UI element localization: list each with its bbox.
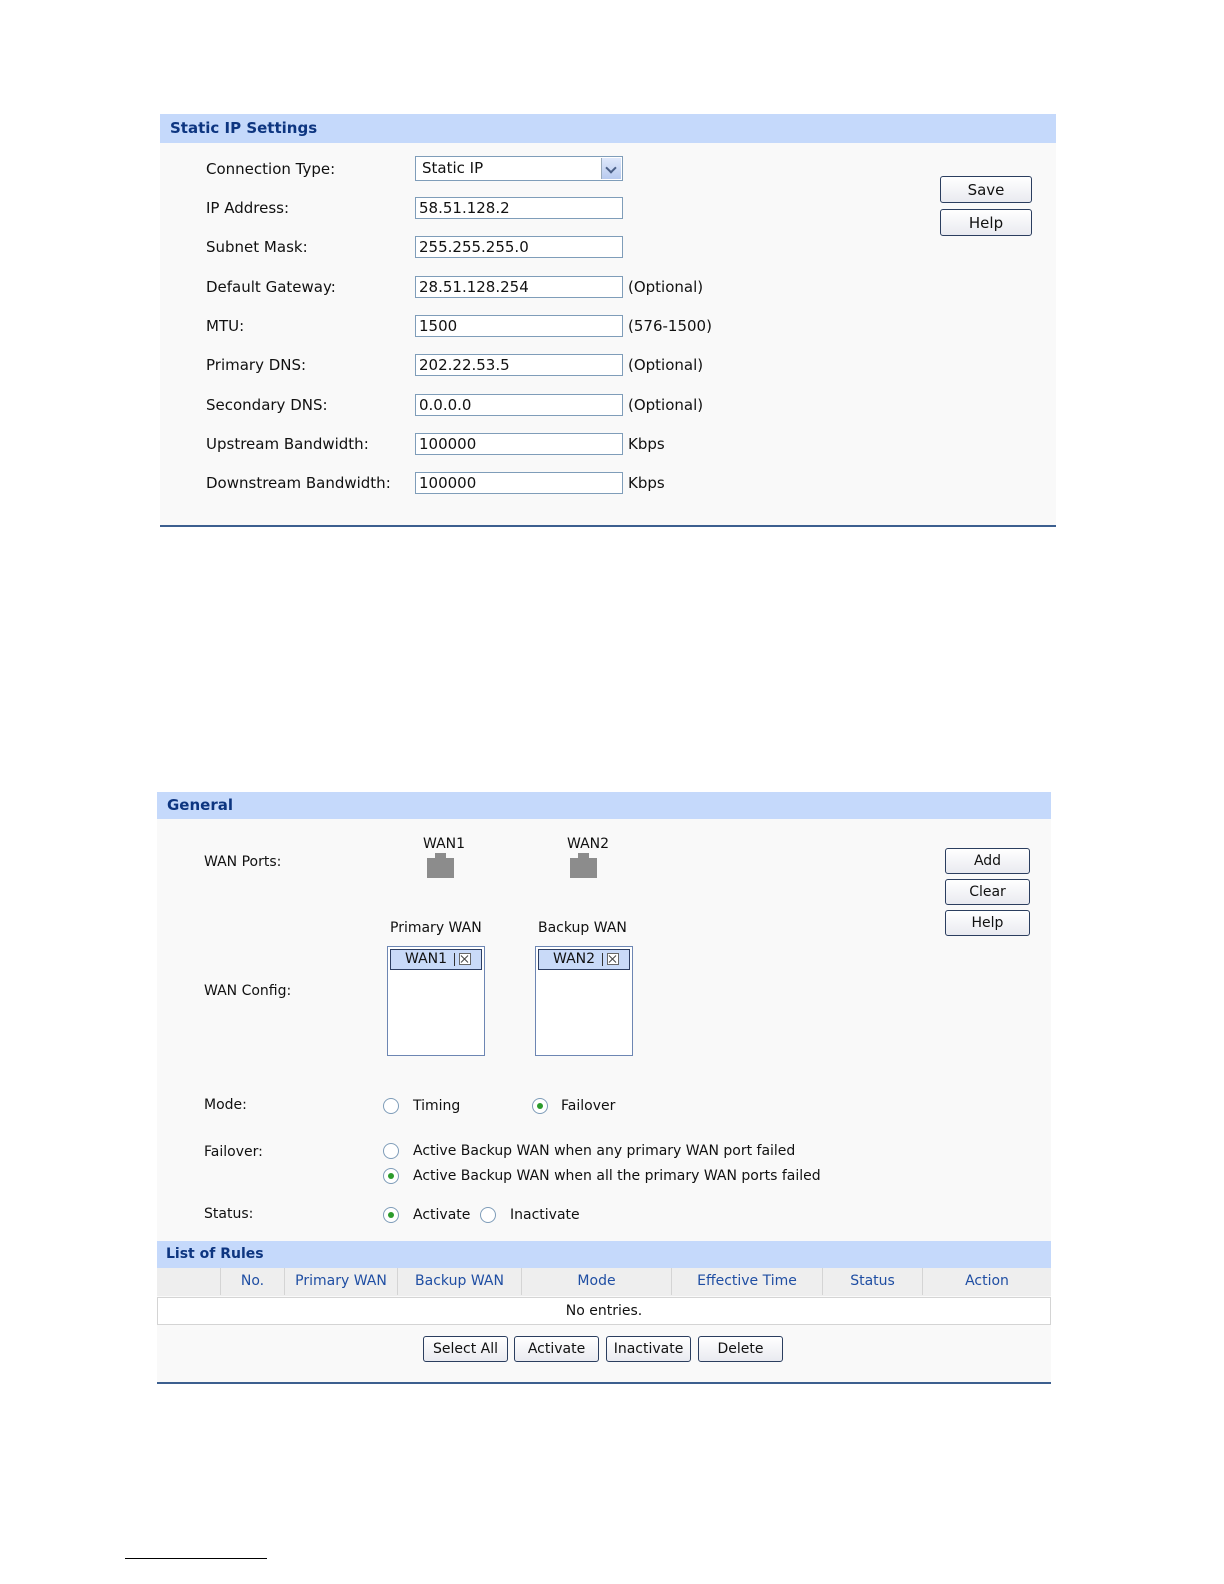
panel-divider	[157, 1382, 1051, 1384]
save-button[interactable]: Save	[940, 176, 1032, 203]
primary-wan-chip-label: WAN1	[405, 951, 448, 967]
activate-button[interactable]: Activate	[514, 1336, 599, 1362]
default-gateway-label: Default Gateway:	[206, 278, 336, 296]
column-header-select	[157, 1268, 221, 1295]
failover-all-label: Active Backup WAN when all the primary WAN ports failed	[413, 1168, 821, 1184]
mtu-input[interactable]	[415, 315, 623, 337]
clear-button[interactable]: Clear	[945, 879, 1030, 905]
failover-any-label: Active Backup WAN when any primary WAN port failed	[413, 1143, 796, 1159]
status-label: Status:	[204, 1206, 254, 1222]
wan-ports-label: WAN Ports:	[204, 854, 282, 870]
backup-wan-header: Backup WAN	[538, 920, 627, 936]
primary-wan-chip[interactable]	[390, 949, 482, 970]
mtu-label: MTU:	[206, 317, 245, 335]
mode-timing-radio[interactable]	[383, 1098, 399, 1114]
downstream-bandwidth-label: Downstream Bandwidth:	[206, 474, 391, 492]
backup-wan-chip-label: WAN2	[553, 951, 596, 967]
primary-wan-list[interactable]	[387, 946, 485, 1056]
backup-wan-chip[interactable]	[538, 949, 630, 970]
select-all-button[interactable]: Select All	[423, 1336, 508, 1362]
help-button[interactable]: Help	[945, 910, 1030, 936]
help-button[interactable]: Help	[940, 209, 1032, 236]
footnote-separator	[125, 1558, 267, 1559]
failover-any-radio[interactable]	[383, 1143, 399, 1159]
delete-button[interactable]: Delete	[698, 1336, 783, 1362]
failover-all-radio[interactable]	[383, 1168, 399, 1184]
default-gateway-hint: (Optional)	[628, 278, 704, 296]
mtu-hint: (576-1500)	[628, 317, 712, 335]
subnet-mask-input[interactable]	[415, 236, 623, 258]
primary-dns-label: Primary DNS:	[206, 356, 307, 374]
list-of-rules-title: List of Rules	[157, 1241, 1051, 1268]
connection-type-label: Connection Type:	[206, 160, 336, 178]
column-header-primary-wan: Primary WAN	[285, 1268, 398, 1295]
column-header-no: No.	[221, 1268, 285, 1295]
column-header-status: Status	[823, 1268, 923, 1295]
primary-wan-header: Primary WAN	[390, 920, 482, 936]
upstream-bandwidth-unit: Kbps	[628, 435, 665, 453]
ethernet-port-icon[interactable]	[570, 858, 597, 878]
secondary-dns-hint: (Optional)	[628, 396, 704, 414]
static-ip-settings-panel	[160, 114, 1056, 527]
upstream-bandwidth-input[interactable]	[415, 433, 623, 455]
connection-type-value: Static IP	[422, 159, 484, 177]
chip-separator	[602, 953, 603, 966]
rules-table-header	[157, 1268, 1051, 1296]
status-inactivate-radio[interactable]	[480, 1207, 496, 1223]
failover-label: Failover:	[204, 1144, 263, 1160]
general-title: General	[157, 792, 1051, 819]
column-header-backup-wan: Backup WAN	[398, 1268, 522, 1295]
close-icon[interactable]	[459, 953, 471, 965]
connection-type-select[interactable]	[415, 156, 623, 181]
column-header-action: Action	[965, 1273, 1009, 1289]
upstream-bandwidth-label: Upstream Bandwidth:	[206, 435, 369, 453]
panel-title: Static IP Settings	[160, 114, 1056, 143]
close-icon[interactable]	[607, 953, 619, 965]
downstream-bandwidth-input[interactable]	[415, 472, 623, 494]
panel-divider	[160, 525, 1056, 527]
chip-separator	[454, 953, 455, 966]
downstream-bandwidth-unit: Kbps	[628, 474, 665, 492]
ethernet-port-icon[interactable]	[427, 858, 454, 878]
mode-failover-label: Failover	[561, 1098, 616, 1114]
mode-timing-label: Timing	[413, 1098, 461, 1114]
ip-address-input[interactable]	[415, 197, 623, 219]
general-panel	[157, 792, 1051, 1384]
column-header-mode: Mode	[522, 1268, 672, 1295]
port-wan2-label: WAN2	[567, 836, 610, 852]
rules-empty-row: No entries.	[157, 1297, 1051, 1325]
mode-failover-radio[interactable]	[532, 1098, 548, 1114]
status-inactivate-label: Inactivate	[510, 1207, 580, 1223]
port-wan1-label: WAN1	[423, 836, 466, 852]
mode-label: Mode:	[204, 1097, 247, 1113]
secondary-dns-input[interactable]	[415, 394, 623, 416]
primary-dns-hint: (Optional)	[628, 356, 704, 374]
ip-address-label: IP Address:	[206, 199, 290, 217]
wan-config-label: WAN Config:	[204, 983, 292, 999]
primary-dns-input[interactable]	[415, 354, 623, 376]
default-gateway-input[interactable]	[415, 276, 623, 298]
subnet-mask-label: Subnet Mask:	[206, 238, 308, 256]
secondary-dns-label: Secondary DNS:	[206, 396, 328, 414]
add-button[interactable]: Add	[945, 848, 1030, 874]
status-activate-label: Activate	[413, 1207, 471, 1223]
status-activate-radio[interactable]	[383, 1207, 399, 1223]
chevron-down-icon[interactable]	[601, 158, 621, 179]
column-header-effective-time: Effective Time	[672, 1268, 823, 1295]
backup-wan-list[interactable]	[535, 946, 633, 1056]
inactivate-button[interactable]: Inactivate	[606, 1336, 691, 1362]
